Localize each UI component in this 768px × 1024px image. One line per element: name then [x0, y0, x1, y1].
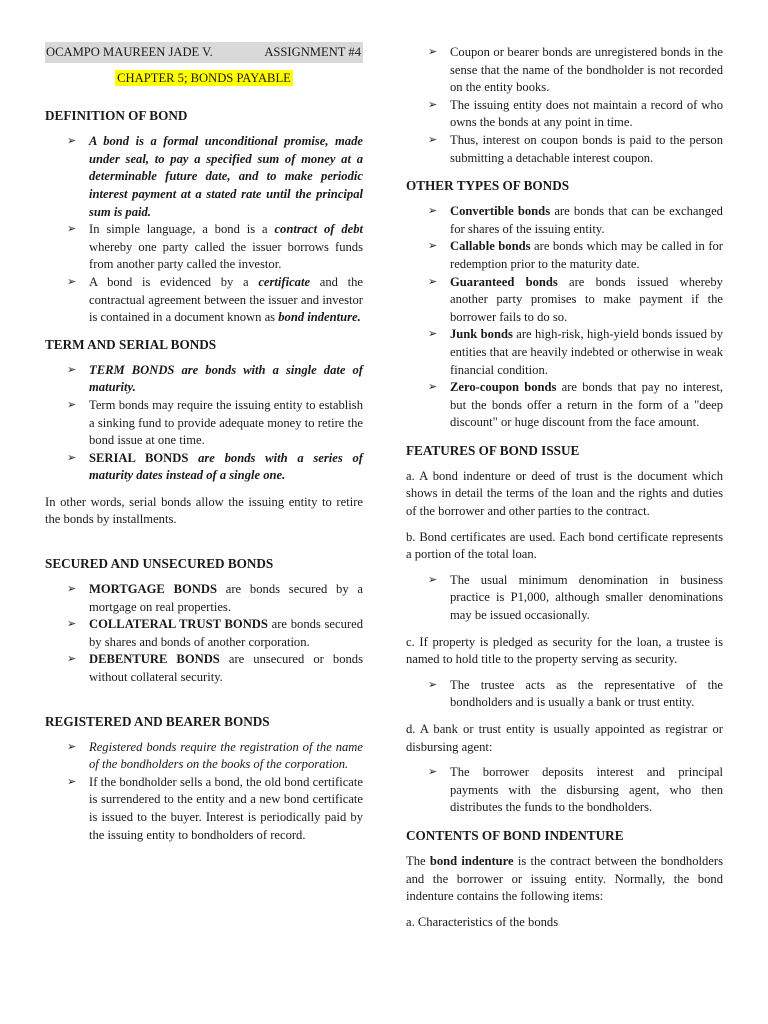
- definition-list: [45, 133, 363, 327]
- arrow-bullet-icon: ➢: [428, 275, 438, 288]
- term-serial-list: [45, 362, 363, 485]
- arrow-bullet-icon: ➢: [67, 275, 77, 288]
- arrow-bullet-icon: ➢: [428, 328, 438, 341]
- list-item: ➢ Junk bonds are high-risk, high-yield bonds issued by entities that are heavily indebted or otherwise in weak financial condition.: [428, 327, 723, 377]
- list-item: ➢ Convertible bonds are bonds that can be exchanged for shares of the issuing entity.: [428, 204, 723, 236]
- list-item: ➢ A bond is evidenced by a certificate and the contractual agreement between the issuer and investor is contained in a document known as bond indenture.: [67, 274, 363, 325]
- contents-paragraph: The bond indenture is the contract between the bondholders and the borrower or issuing entity. Normally, the bond indenture contains the following items:: [406, 853, 723, 904]
- arrow-bullet-icon: ➢: [67, 398, 77, 411]
- features-d-list: [406, 764, 723, 817]
- heading-definition: DEFINITION OF BOND: [45, 108, 188, 124]
- list-item: ➢ The usual minimum denomination in business practice is P1,000, although smaller denominations may be issued occasionally.: [428, 572, 723, 623]
- list-item: ➢ Term bonds may require the issuing entity to establish a sinking fund to provide adequate money to retire the bond issue at one time.: [67, 397, 363, 448]
- features-c-list: [406, 677, 723, 712]
- list-item: ➢ COLLATERAL TRUST BONDS are bonds secured by shares and bonds of another corporation.: [67, 617, 363, 649]
- list-item: ➢ TERM BONDS are bonds with a single date of maturity.: [67, 362, 363, 395]
- list-item: ➢ Registered bonds require the registration of the name of the bondholders on the books of the corporation.: [67, 739, 363, 772]
- features-item-d: d. A bank or trust entity is usually appointed as registrar or disbursing agent:: [406, 722, 723, 754]
- arrow-bullet-icon: ➢: [67, 223, 77, 236]
- arrow-bullet-icon: ➢: [67, 775, 77, 788]
- student-name: OCAMPO MAUREEN JADE V.: [46, 45, 213, 59]
- heading-features: FEATURES OF BOND ISSUE: [406, 442, 580, 458]
- arrow-bullet-icon: ➢: [428, 205, 438, 218]
- arrow-bullet-icon: ➢: [428, 240, 438, 253]
- features-b-list: [406, 572, 723, 625]
- arrow-bullet-icon: ➢: [67, 363, 77, 376]
- heading-term-serial: TERM AND SERIAL BONDS: [45, 336, 217, 352]
- registered-list-left: [45, 739, 363, 845]
- heading-contents: CONTENTS OF BOND INDENTURE: [406, 827, 624, 843]
- arrow-bullet-icon: ➢: [428, 98, 438, 111]
- list-item: ➢ Callable bonds are bonds which may be called in for redemption prior to the maturity date.: [428, 239, 723, 271]
- arrow-bullet-icon: ➢: [428, 381, 438, 394]
- list-item: ➢ Thus, interest on coupon bonds is paid to the person submitting a detachable interest coupon.: [428, 132, 723, 165]
- list-item: ➢ If the bondholder sells a bond, the old bond certificate is surrendered to the entity and a new bond certificate is issued to the buyer. Interest is periodically paid by the issuing entity to bondholders of record.: [67, 774, 363, 842]
- list-item: ➢ The issuing entity does not maintain a record of who owns the bonds at any point in time.: [428, 97, 723, 130]
- chapter-title-wrap: [45, 70, 363, 88]
- term-serial-paragraph: In other words, serial bonds allow the issuing entity to retire the bonds by installments.: [45, 494, 363, 527]
- registered-list-right: [406, 44, 723, 167]
- list-item: ➢ Zero-coupon bonds are bonds that pay no interest, but the bonds offer a return in the form of a "deep discount" or huge discount from the face amount.: [428, 380, 723, 430]
- arrow-bullet-icon: ➢: [67, 135, 77, 148]
- list-item: ➢ A bond is a formal unconditional promise, made under seal, to pay a specified sum of money at a determinable future date, and to make periodic interest payment at a stated rate until the principal sum is paid.: [67, 134, 363, 219]
- chapter-title: CHAPTER 5; BONDS PAYABLE: [117, 70, 291, 85]
- list-item: ➢ SERIAL BONDS are bonds with a series of maturity dates instead of a single one.: [67, 450, 363, 483]
- arrow-bullet-icon: ➢: [428, 46, 438, 58]
- contents-item-a: a. Characteristics of the bonds: [406, 914, 559, 929]
- heading-other-types: OTHER TYPES OF BONDS: [406, 178, 570, 194]
- left-column: [45, 42, 363, 853]
- list-item: ➢ In simple language, a bond is a contract of debt whereby one party called the issuer borrows funds from another party called the investor.: [67, 222, 363, 272]
- student-header: [45, 42, 363, 63]
- heading-registered: REGISTERED AND BEARER BONDS: [45, 713, 270, 729]
- list-item: ➢ Guaranteed bonds are bonds issued whereby another party promises to make payment if the borrower fails to do so.: [428, 274, 723, 324]
- arrow-bullet-icon: ➢: [67, 618, 77, 631]
- arrow-bullet-icon: ➢: [67, 740, 77, 753]
- arrow-bullet-icon: ➢: [67, 451, 77, 464]
- arrow-bullet-icon: ➢: [428, 678, 438, 691]
- heading-secured: SECURED AND UNSECURED BONDS: [45, 556, 274, 572]
- list-item: ➢ MORTGAGE BONDS are bonds secured by a mortgage on real properties.: [67, 582, 363, 614]
- arrow-bullet-icon: ➢: [428, 766, 438, 779]
- list-item: ➢ The borrower deposits interest and principal payments with the disbursing agent, who then distributes the funds to the bondholders.: [428, 765, 723, 815]
- features-item-b: b. Bond certificates are used. Each bond certificate represents a portion of the total loan.: [406, 529, 723, 562]
- other-types-list: [406, 203, 723, 432]
- secured-list: [45, 581, 363, 687]
- right-column: [406, 44, 723, 939]
- arrow-bullet-icon: ➢: [67, 653, 77, 666]
- features-item-c: c. If property is pledged as security for the loan, a trustee is named to hold title to the property serving as security.: [406, 634, 723, 667]
- assignment-number: ASSIGNMENT #4: [264, 45, 361, 59]
- list-item: ➢ Coupon or bearer bonds are unregistered bonds in the sense that the name of the bondholder is not recorded on the entity books.: [428, 45, 723, 95]
- arrow-bullet-icon: ➢: [428, 133, 438, 146]
- list-item: ➢ The trustee acts as the representative of the bondholders and is usually a bank or trust entity.: [428, 677, 723, 710]
- arrow-bullet-icon: ➢: [67, 583, 77, 596]
- arrow-bullet-icon: ➢: [428, 573, 438, 586]
- list-item: ➢ DEBENTURE BONDS are unsecured or bonds without collateral security.: [67, 652, 363, 685]
- features-item-a: a. A bond indenture or deed of trust is the document which shows in detail the terms of the loan and the rights and duties of the borrower and other parties to the contract.: [406, 468, 723, 519]
